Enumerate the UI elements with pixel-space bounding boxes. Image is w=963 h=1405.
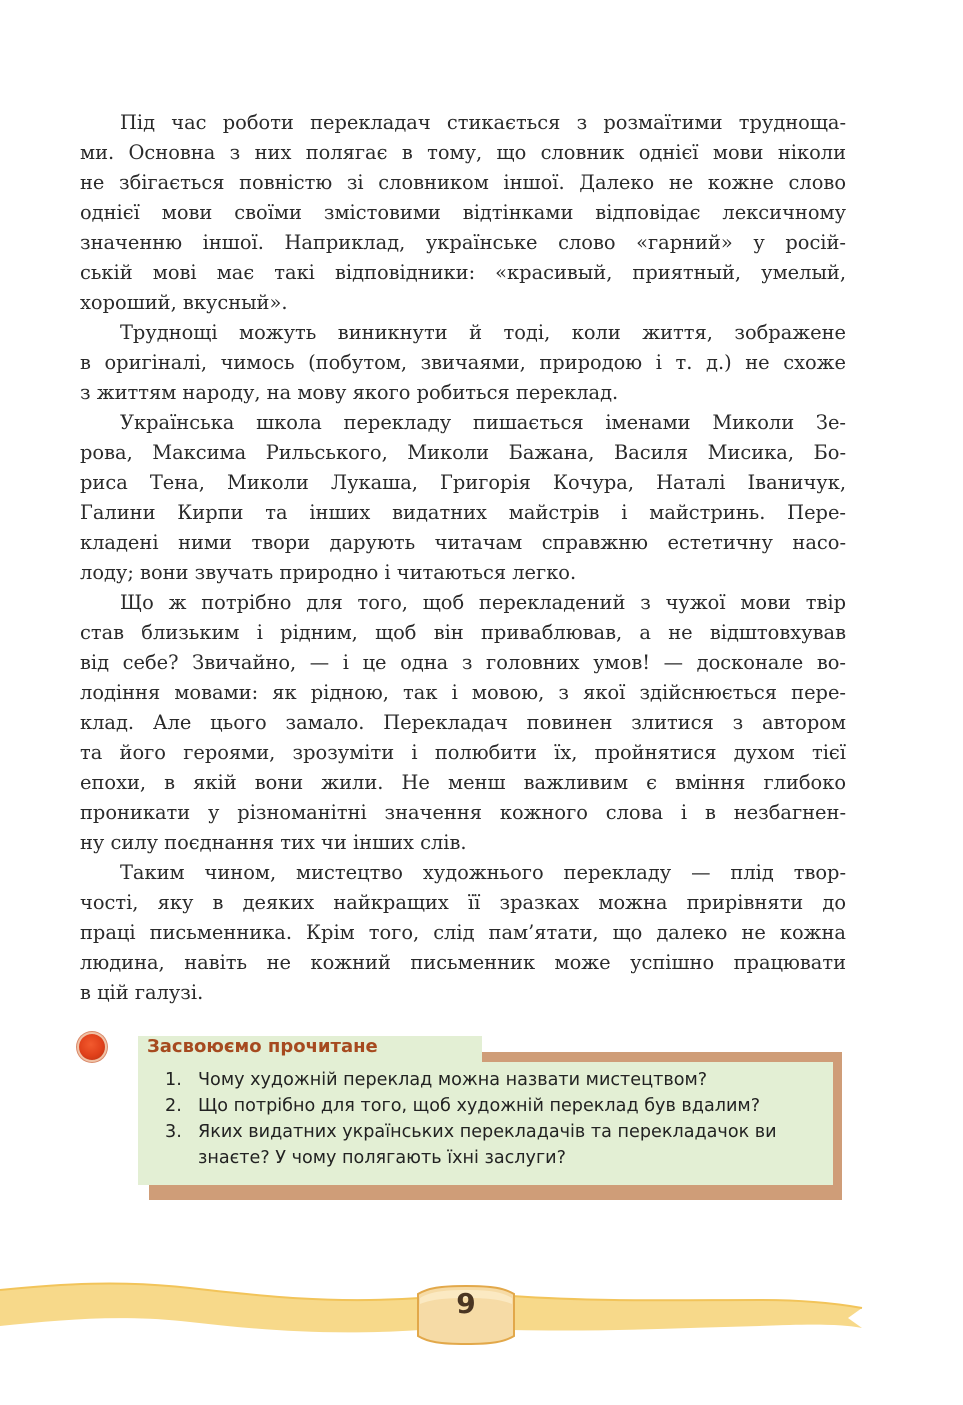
text-line: однієї мови своїми змістовими відтінками відповідає лексичному (80, 201, 846, 224)
text-line: лодіння мовами: як рідною, так і мовою, з якої здійснюється пере- (80, 681, 846, 704)
text-line: з життям народу, на мову якого робиться переклад. (80, 381, 619, 404)
text-line: Таким чином, мистецтво художнього перекладу — плід твор- (120, 861, 846, 884)
text-line: хороший, вкусный». (80, 291, 288, 314)
task-bullet-icon (79, 1034, 105, 1060)
text-line: Що ж потрібно для того, щоб перекладений з чужої мови твір (120, 591, 846, 614)
text-line: Труднощі можуть виникнути й тоді, коли життя, зображене (120, 321, 846, 344)
text-line: Під час роботи перекладач стикається з розмаїтими трудноща- (120, 111, 846, 134)
question-number: 2. (165, 1096, 182, 1116)
text-line: став близьким і рідним, щоб він приваблював, а не відштовхував (80, 621, 846, 644)
text-line: лоду; вони звучать природно і читаються легко. (80, 561, 577, 584)
text-line: ській мові має такі відповідники: «красивый, приятный, умелый, (80, 261, 846, 284)
text-line: ми. Основна з них полягає в тому, що словник однієї мови ніколи (80, 141, 846, 164)
text-line: ну силу поєднання тих чи інших слів. (80, 831, 467, 854)
question-text: Яких видатних українських перекладачів та перекладачок ви (198, 1122, 777, 1142)
text-line: чості, яку в деяких найкращих її зразках можна прирівняти до (80, 891, 846, 914)
text-line: Українська школа перекладу пишається іменами Миколи Зе- (120, 411, 846, 434)
text-line: епохи, в якій вони жили. Не менш важливим є вміння глибоко (80, 771, 846, 794)
question-number: 1. (165, 1070, 182, 1090)
question-text: знаєте? У чому полягають їхні заслуги? (198, 1148, 566, 1168)
text-line: кладені ними твори дарують читачам справжню естетичну насо- (80, 531, 846, 554)
page-number: 9 (456, 1287, 476, 1320)
text-line: не збігається повністю зі словником іншої. Далеко не кожне слово (80, 171, 846, 194)
text-line: від себе? Звичайно, — і це одна з головних умов! — досконале во- (80, 651, 846, 674)
text-line: людина, навіть не кожний письменник може успішно працювати (80, 951, 846, 974)
text-line: в цій галузі. (80, 981, 204, 1004)
main-text (80, 108, 846, 1008)
text-line: риса Тена, Миколи Лукаша, Григорія Кочура, Наталі Іваничук, (80, 471, 846, 494)
question-number: 3. (165, 1122, 182, 1142)
text-line: Галини Кирпи та інших видатних майстрів і майстринь. Пере- (80, 501, 846, 524)
task-title: Засвоюємо прочитане (147, 1036, 378, 1057)
text-line: в оригіналі, чимось (побутом, звичаями, природою і т. д.) не схоже (80, 351, 846, 374)
question-text: Що потрібно для того, щоб художній переклад був вдалим? (198, 1096, 761, 1116)
text-line: клад. Але цього замало. Перекладач повинен злитися з автором (80, 711, 846, 734)
text-line: праці письменника. Крім того, слід пам’ятати, що далеко не кожна (80, 921, 846, 944)
question-text: Чому художній переклад можна назвати мистецтвом? (198, 1070, 708, 1090)
text-line: значенню іншої. Наприклад, українське слово «гарний» у росій- (80, 231, 846, 254)
text-line: проникати у різноманітні значення кожного слова і в незбагнен- (80, 801, 846, 824)
text-line: рова, Максима Рильського, Миколи Бажана, Василя Мисика, Бо- (80, 441, 846, 464)
text-line: та його героями, зрозуміти і полюбити їх, пройнятися духом тієї (80, 741, 846, 764)
